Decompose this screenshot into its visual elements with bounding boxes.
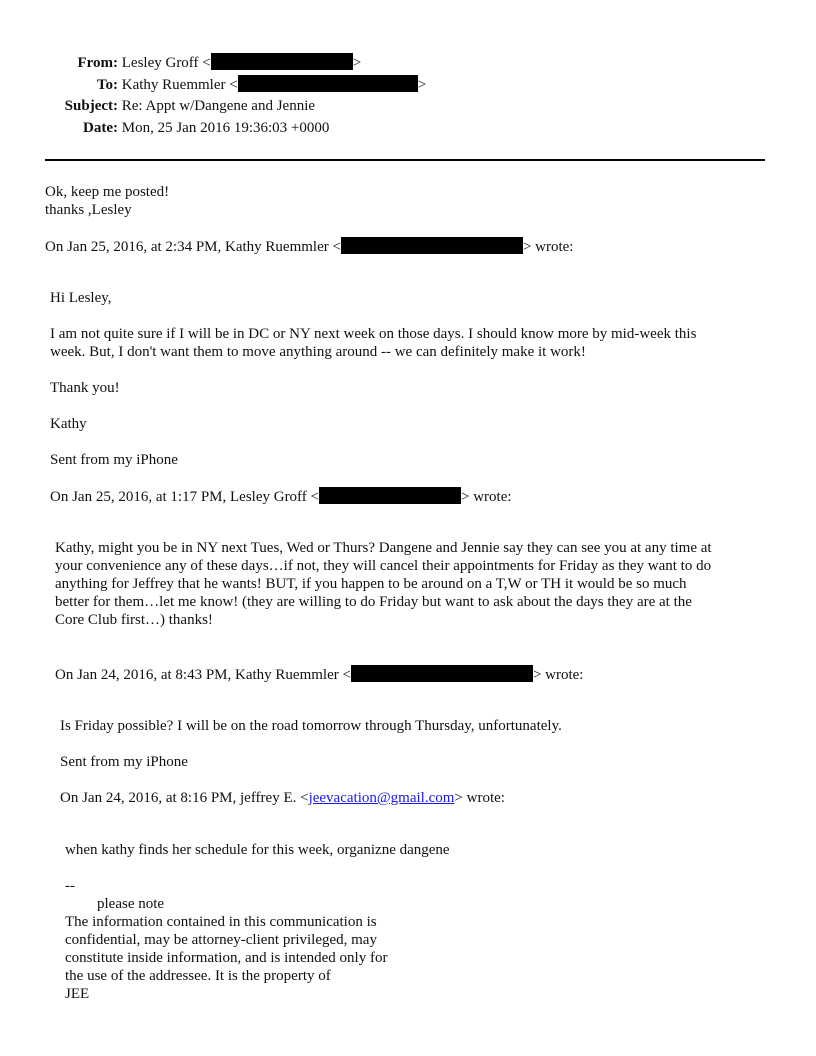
msg5-sig-note: please note (97, 896, 165, 912)
to-label: To: (96, 77, 118, 93)
msg5-sig-dash: -- (65, 878, 75, 894)
header-date (0, 119, 329, 137)
msg4-line: Is Friday possible? I will be on the road tomorrow through Thursday, unfortunately. (60, 718, 562, 734)
msg2-greeting: Hi Lesley, (50, 290, 112, 306)
msg3-line4: better for them…let me know! (they are willing to do Friday but want to ask about the days they are at the (55, 594, 692, 610)
msg5-sig-line5: JEE (65, 986, 90, 1002)
msg4-sent: Sent from my iPhone (60, 754, 188, 770)
msg2-thanks: Thank you! (50, 380, 120, 396)
msg1-attribution (45, 237, 573, 256)
msg4-attrib-pre: On Jan 24, 2016, at 8:16 PM, jeffrey E. < (60, 790, 309, 806)
header-from (0, 53, 361, 72)
msg2-p1-line1: I am not quite sure if I will be in DC or NY next week on those days. I should know more by mid-week this (50, 326, 697, 342)
msg2-sign: Kathy (50, 416, 87, 432)
msg5-sig-line1: The information contained in this communication is (65, 914, 377, 930)
msg4-attrib-post: > wrote: (454, 790, 505, 806)
msg3-line2: your convenience any of these days…if not, they will cancel their appointments for Friday as they want to do (55, 558, 712, 574)
redacted-from-email (211, 53, 353, 70)
header-to (0, 75, 426, 94)
from-close: > (352, 55, 362, 71)
header-subject (0, 97, 315, 115)
msg3-attribution (55, 665, 583, 684)
redacted-to-email (238, 75, 418, 92)
msg3-line5: Core Club first…) thanks! (55, 612, 213, 628)
redacted-email (351, 665, 533, 682)
from-name: Lesley Groff < (121, 55, 211, 71)
from-label: From: (77, 55, 118, 71)
msg3-line3: anything for Jeffrey that he wants! BUT, if you happen to be around on a T,W or TH it would be so much (55, 576, 687, 592)
date-label: Date: (83, 120, 118, 136)
msg2-attrib-pre: On Jan 25, 2016, at 1:17 PM, Lesley Groff < (50, 489, 319, 505)
subject-text: Re: Appt w/Dangene and Jennie (121, 98, 316, 114)
msg5-sig-line2: confidential, may be attorney-client privileged, may (65, 932, 377, 948)
redacted-email (319, 487, 461, 504)
msg2-p1-line2: week. But, I don't want them to move anything around -- we can definitely make it work! (50, 344, 586, 360)
msg4-attribution (60, 789, 505, 807)
msg5-line: when kathy finds her schedule for this week, organizne dangene (65, 842, 450, 858)
msg1-attrib-post: > wrote: (522, 239, 574, 255)
msg1-line1: Ok, keep me posted! (45, 184, 170, 200)
msg2-attrib-post: > wrote: (461, 489, 512, 505)
msg1-attrib-pre: On Jan 25, 2016, at 2:34 PM, Kathy Ruemmler < (45, 239, 341, 255)
msg1-line2: thanks ,Lesley (45, 202, 132, 218)
to-name: Kathy Ruemmler < (121, 77, 238, 93)
msg5-sig-line3: constitute inside information, and is intended only for (65, 950, 388, 966)
date-text: Mon, 25 Jan 2016 19:36:03 +0000 (121, 120, 330, 136)
msg3-attrib-post: > wrote: (532, 667, 584, 683)
msg2-sent: Sent from my iPhone (50, 452, 178, 468)
redacted-email (341, 237, 523, 254)
header-divider (45, 159, 765, 161)
subject-label: Subject: (64, 98, 118, 114)
to-close: > (417, 77, 427, 93)
msg3-attrib-pre: On Jan 24, 2016, at 8:43 PM, Kathy Ruemmler < (55, 667, 351, 683)
sender-email-link[interactable]: jeevacation@gmail.com (308, 790, 455, 806)
msg3-line1: Kathy, might you be in NY next Tues, Wed or Thurs? Dangene and Jennie say they can see you at any time at (55, 540, 712, 556)
msg5-sig-line4: the use of the addressee. It is the property of (65, 968, 331, 984)
msg2-attribution (50, 487, 512, 506)
